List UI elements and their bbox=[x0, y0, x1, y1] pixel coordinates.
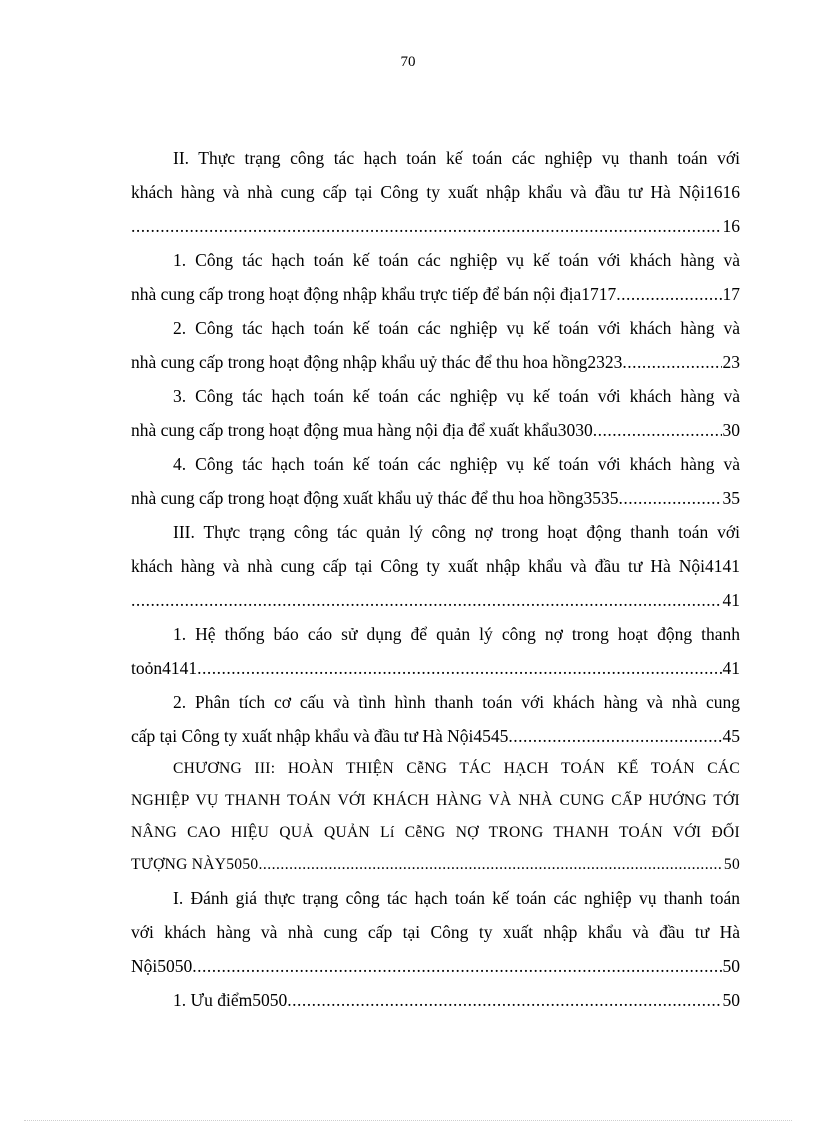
toc-entry-section-i bbox=[131, 881, 740, 983]
toc-entry-tail: toỏn4141 bbox=[131, 658, 198, 678]
dot-leader bbox=[197, 651, 721, 685]
toc-leader-line bbox=[131, 209, 740, 243]
page-number: 70 bbox=[400, 54, 416, 70]
toc-leader-line bbox=[131, 583, 740, 617]
dot-leader bbox=[131, 209, 722, 243]
toc-entry-subsection-analysis bbox=[131, 685, 740, 753]
dot-leader bbox=[508, 719, 721, 753]
toc-entry-line: 3. Công tác hạch toán kế toán các nghiệp vụ kế toán với khách hàng và bbox=[173, 386, 740, 406]
toc-entry-line: với khách hàng và nhà cung cấp tại Công ty xuất nhập khẩu và đầu tư Hà bbox=[131, 922, 740, 942]
table-of-contents bbox=[131, 141, 740, 1017]
toc-entry-line: 2. Phân tích cơ cấu và tình hình thanh toán với khách hàng và nhà cung bbox=[173, 692, 740, 712]
toc-leader-line bbox=[131, 983, 740, 1017]
toc-entry-line: 1. Công tác hạch toán kế toán các nghiệp vụ kế toán với khách hàng và bbox=[173, 250, 740, 270]
dot-leader bbox=[131, 583, 722, 617]
toc-leader-line bbox=[131, 481, 740, 515]
toc-page-ref: 23 bbox=[722, 352, 740, 372]
toc-entry-line: khách hàng và nhà cung cấp tại Công ty xuất nhập khẩu và đầu tư Hà Nội1616 bbox=[131, 182, 740, 202]
dot-leader bbox=[593, 413, 722, 447]
toc-page-ref: 16 bbox=[722, 216, 740, 236]
toc-entry-line: III. Thực trạng công tác quản lý công nợ trong hoạt động thanh toán với bbox=[173, 522, 740, 542]
toc-entry-line: II. Thực trạng công tác hạch toán kế toán các nghiệp vụ thanh toán với bbox=[173, 148, 740, 168]
toc-entry-tail: nhà cung cấp trong hoạt động mua hàng nội địa để xuất khẩu3030 bbox=[131, 420, 593, 440]
toc-entry-subsection-3 bbox=[131, 379, 740, 447]
dot-leader bbox=[258, 849, 722, 881]
toc-entry-line: 4. Công tác hạch toán kế toán các nghiệp vụ kế toán với khách hàng và bbox=[173, 454, 740, 474]
toc-entry-tail: cấp tại Công ty xuất nhập khẩu và đầu tư Hà Nội4545 bbox=[131, 726, 509, 746]
toc-entry-section-ii bbox=[131, 141, 740, 243]
toc-page-ref: 50 bbox=[722, 956, 740, 976]
toc-chapter-line: CHƯƠNG III: HOÀN THIỆN CễNG TÁC HẠCH TOÁN KẾ TOÁN CÁC bbox=[173, 760, 740, 777]
toc-entry-subsection-reports bbox=[131, 617, 740, 685]
toc-page-ref: 41 bbox=[722, 590, 740, 610]
toc-leader-line bbox=[131, 651, 740, 685]
toc-page-ref: 35 bbox=[722, 488, 740, 508]
toc-page-ref: 41 bbox=[722, 658, 740, 678]
toc-entry-tail: nhà cung cấp trong hoạt động nhập khẩu uỷ thác để thu hoa hồng2323 bbox=[131, 352, 623, 372]
toc-entry-section-iii bbox=[131, 515, 740, 617]
dot-leader bbox=[618, 481, 721, 515]
toc-entry-tail: Nội5050 bbox=[131, 956, 193, 976]
dot-leader bbox=[616, 277, 721, 311]
toc-page-ref: 45 bbox=[722, 726, 740, 746]
toc-leader-line bbox=[131, 949, 740, 983]
toc-page-ref: 17 bbox=[722, 284, 740, 304]
toc-page-ref: 50 bbox=[722, 990, 740, 1010]
toc-entry-subsection-1 bbox=[131, 243, 740, 311]
toc-entry-line: I. Đánh giá thực trạng công tác hạch toán kế toán các nghiệp vụ thanh toán bbox=[173, 888, 740, 908]
toc-page-ref: 50 bbox=[723, 856, 740, 873]
toc-entry-subsection-2 bbox=[131, 311, 740, 379]
toc-leader-line bbox=[131, 277, 740, 311]
dot-leader bbox=[192, 949, 721, 983]
toc-chapter-line: NÂNG CAO HIỆU QUẢ QUẢN Lí CễNG NỢ TRONG THANH TOÁN VỚI ĐỐI bbox=[131, 824, 740, 841]
dot-leader bbox=[287, 983, 721, 1017]
toc-page-ref: 30 bbox=[722, 420, 740, 440]
toc-entry-line: khách hàng và nhà cung cấp tại Công ty xuất nhập khẩu và đầu tư Hà Nội4141 bbox=[131, 556, 740, 576]
toc-entry-advantages bbox=[131, 983, 740, 1017]
toc-leader-line bbox=[131, 849, 740, 881]
toc-leader-line bbox=[131, 345, 740, 379]
toc-chapter-line: NGHIỆP VỤ THANH TOÁN VỚI KHÁCH HÀNG VÀ NHÀ CUNG CẤP HƯỚNG TỚI bbox=[131, 792, 740, 809]
toc-entry-tail: TƯỢNG NÀY5050 bbox=[131, 856, 259, 873]
toc-entry-line: 1. Hệ thống báo cáo sử dụng để quản lý công nợ trong hoạt động thanh bbox=[173, 624, 740, 644]
dot-leader bbox=[622, 345, 721, 379]
toc-leader-line bbox=[131, 719, 740, 753]
toc-entry-tail: nhà cung cấp trong hoạt động xuất khẩu uỷ thác để thu hoa hồng3535 bbox=[131, 488, 619, 508]
toc-entry-line: 2. Công tác hạch toán kế toán các nghiệp vụ kế toán với khách hàng và bbox=[173, 318, 740, 338]
toc-leader-line bbox=[131, 413, 740, 447]
toc-entry-tail: 1. Ưu điểm5050 bbox=[173, 990, 288, 1010]
toc-entry-chapter-iii bbox=[131, 753, 740, 881]
toc-entry-subsection-4 bbox=[131, 447, 740, 515]
toc-entry-tail: nhà cung cấp trong hoạt động nhập khẩu trực tiếp để bán nội địa1717 bbox=[131, 284, 617, 304]
page-bottom-divider bbox=[24, 1120, 792, 1121]
